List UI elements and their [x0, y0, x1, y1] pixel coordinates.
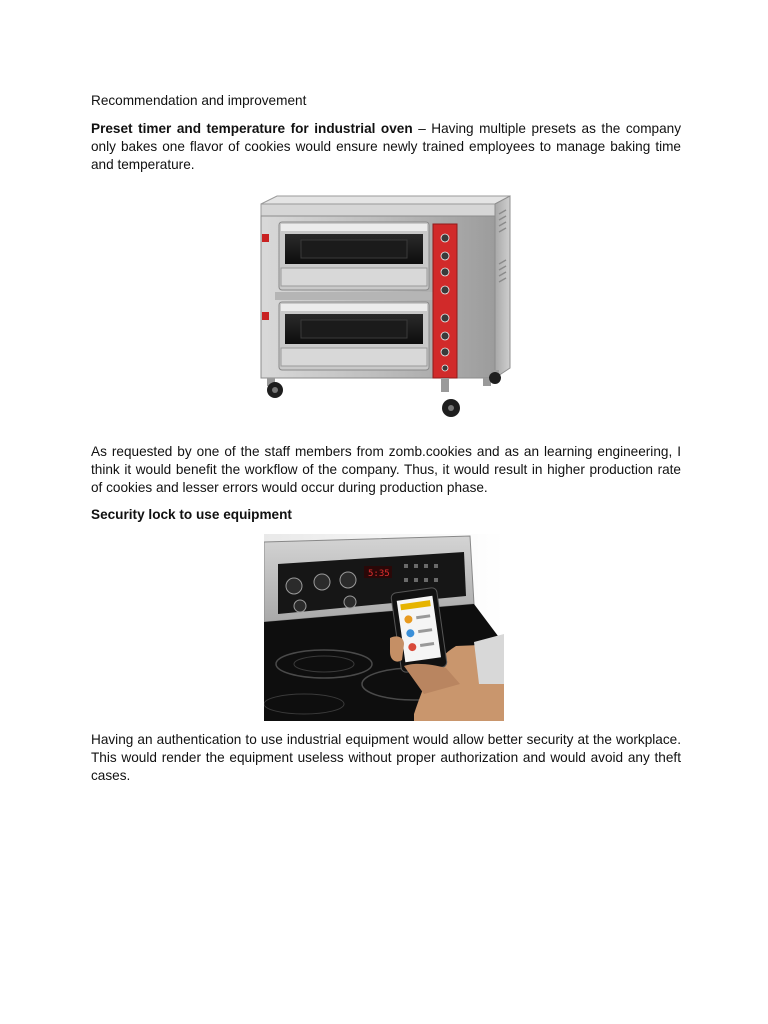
paragraph-preset-timer-title: Preset timer and temperature for industrial oven [91, 121, 413, 136]
cooktop-display-text: 5:35 [368, 569, 390, 579]
paragraph-preset-timer [91, 120, 681, 174]
section-heading: Recommendation and improvement [91, 93, 307, 108]
paragraph-benefit: As requested by one of the staff members from zomb.cookies and as an learning engineering, I think it would benefit the workflow of the company. Thus, it would result in higher production rate of cookies and lesser errors would occur during production phase. [91, 444, 681, 495]
paragraph-preset-timer-body: – Having multiple presets as the company only bakes one flavor of cookies would ensure newly trained employees to manage baking time and temperature. [91, 121, 681, 172]
paragraph-authentication: Having an authentication to use industrial equipment would allow better security at the workplace. This would render the equipment useless without proper authorization and would avoid any theft cases. [91, 732, 681, 783]
smart-cooktop-image [264, 534, 504, 721]
subheading-security-lock: Security lock to use equipment [91, 507, 292, 522]
industrial-oven-image [255, 192, 515, 422]
